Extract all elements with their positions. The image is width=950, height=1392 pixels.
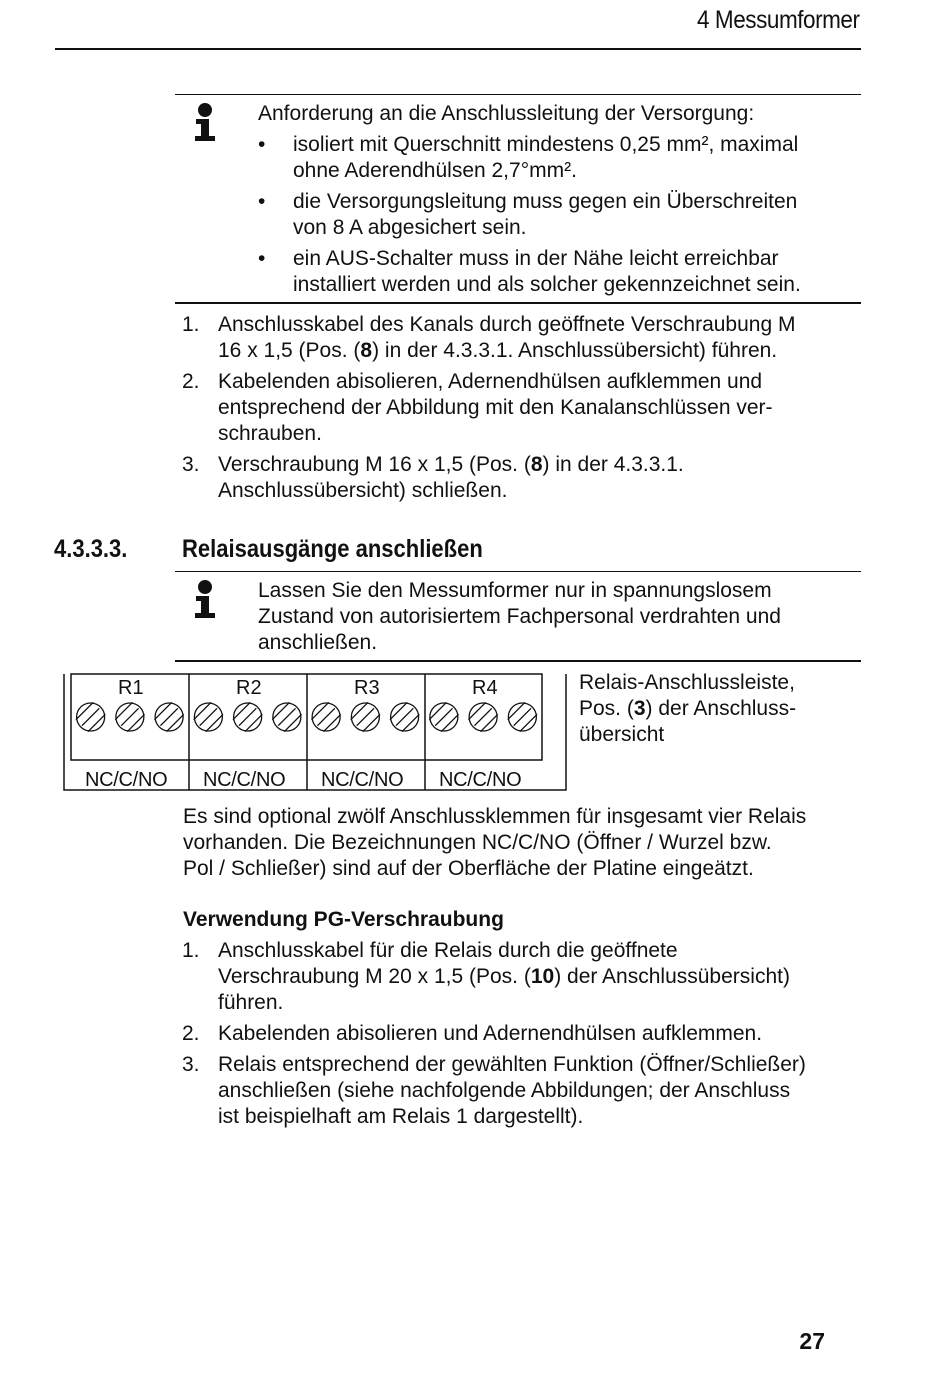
caption-line: übersicht — [579, 723, 665, 746]
bullet-text-line: installiert werden und als solcher gekennzeichnet sein. — [293, 273, 801, 296]
step-text-line — [218, 452, 684, 478]
step-text-line: führen. — [218, 991, 284, 1014]
bold-ref: 10 — [530, 965, 555, 988]
note2-top-rule — [175, 571, 861, 572]
figure-caption — [579, 670, 796, 748]
info-icon — [188, 100, 222, 148]
terminal-screw — [351, 702, 380, 731]
step-text-line: entsprechend der Abbildung mit den Kanalanschlüssen ver- — [218, 396, 773, 419]
page-number: 27 — [799, 1328, 825, 1354]
bullet-text-line: ein AUS-Schalter muss in der Nähe leicht erreichbar — [293, 247, 779, 270]
note1-top-rule — [175, 94, 861, 95]
step-text-line: Kabelenden abisolieren und Adernendhülsen aufklemmen. — [218, 1022, 763, 1045]
relay-label-r2: R2 — [236, 677, 262, 699]
caption-line — [579, 696, 796, 722]
terminal-screw — [154, 702, 183, 731]
note1-bottom-rule — [175, 302, 861, 304]
note2-line: anschließen. — [258, 631, 378, 654]
paragraph-line: Pol / Schließer) sind auf der Oberfläche der Platine eingeätzt. — [183, 857, 754, 880]
step-text-line: Anschlusskabel des Kanals durch geöffnete Verschraubung M — [218, 313, 796, 336]
step-number: 2. — [182, 370, 200, 393]
bullet-text-line: isoliert mit Querschnitt mindestens 0,25 mm², maximal — [293, 133, 799, 156]
bold-ref: 8 — [360, 339, 373, 362]
terminal-screw — [233, 702, 262, 731]
step-text-line: Anschlusskabel für die Relais durch die geöffnete — [218, 939, 678, 962]
step-text-line — [218, 964, 790, 990]
step-number: 2. — [182, 1022, 200, 1045]
text-run: ) in der 4.3.3.1. — [542, 453, 684, 476]
step-text-line: schrauben. — [218, 422, 322, 445]
subheading: Verwendung PG-Verschraubung — [183, 908, 504, 931]
text-run: ) in der 4.3.3.1. Anschlussübersicht) führen. — [372, 339, 778, 362]
text-run: Verschraubung M 20 x 1,5 (Pos. ( — [218, 965, 531, 988]
bold-ref: 3 — [633, 697, 646, 720]
note1-title: Anforderung an die Anschlussleitung der Versorgung: — [258, 102, 755, 125]
terminal-label: NC/C/NO — [321, 769, 404, 791]
paragraph-line: vorhanden. Die Bezeichnungen NC/C/NO (Öffner / Wurzel bzw. — [183, 831, 772, 854]
note2-line: Lassen Sie den Messumformer nur in spannungslosem — [258, 579, 772, 602]
caption-line: Relais-Anschlussleiste, — [579, 671, 795, 694]
header-rule — [55, 48, 861, 50]
text-run: Pos. ( — [579, 697, 634, 720]
step-text-line: Kabelenden abisolieren, Adernendhülsen aufklemmen und — [218, 370, 763, 393]
terminal-screw — [508, 702, 537, 731]
step-text-line: Relais entsprechend der gewählten Funktion (Öffner/Schließer) — [218, 1053, 806, 1076]
relay-label-r1: R1 — [118, 677, 144, 699]
note2-text — [258, 578, 781, 656]
step-number: 3. — [182, 1053, 200, 1076]
note2-bottom-rule — [175, 660, 861, 662]
body-paragraph — [183, 804, 806, 882]
bullet-text-line: von 8 A abgesichert sein. — [293, 216, 527, 239]
step-text-line: ist beispielhaft am Relais 1 dargestellt). — [218, 1105, 584, 1128]
bold-ref: 8 — [530, 453, 543, 476]
step-text-line: Anschlussübersicht) schließen. — [218, 479, 508, 502]
bullet-marker: • — [258, 247, 266, 270]
terminal-label: NC/C/NO — [203, 769, 286, 791]
terminal-screw — [390, 702, 419, 731]
section-title: Relaisausgänge anschließen — [182, 535, 483, 563]
relay-label-r4: R4 — [472, 677, 498, 699]
terminal-screw — [194, 702, 223, 731]
bullet-text-line: ohne Aderendhülsen 2,7°mm². — [293, 159, 577, 182]
bullet-marker: • — [258, 190, 266, 213]
text-run: ) der Anschlussübersicht) — [554, 965, 790, 988]
info-icon — [188, 577, 222, 625]
note2-line: Zustand von autorisiertem Fachpersonal verdrahten und — [258, 605, 781, 628]
paragraph-line: Es sind optional zwölf Anschlussklemmen für insgesamt vier Relais — [183, 805, 807, 828]
terminal-screw — [311, 702, 340, 731]
terminal-screw — [468, 702, 497, 731]
terminal-label: NC/C/NO — [85, 769, 168, 791]
step-text-line — [218, 338, 777, 364]
text-run: 16 x 1,5 (Pos. ( — [218, 339, 361, 362]
text-run: Verschraubung M 16 x 1,5 (Pos. ( — [218, 453, 531, 476]
text-run: ) der Anschluss- — [645, 697, 797, 720]
terminal-screw — [429, 702, 458, 731]
terminal-screw — [115, 702, 144, 731]
step-text-line: anschließen (siehe nachfolgende Abbildungen; der Anschluss — [218, 1079, 791, 1102]
terminal-label: NC/C/NO — [439, 769, 522, 791]
step-number: 1. — [182, 313, 200, 336]
terminal-screw — [272, 702, 301, 731]
chapter-header: 4 Messumformer — [697, 6, 860, 34]
step-number: 1. — [182, 939, 200, 962]
relay-label-r3: R3 — [354, 677, 380, 699]
step-number: 3. — [182, 453, 200, 476]
bullet-text-line: die Versorgungsleitung muss gegen ein Überschreiten — [293, 190, 798, 213]
terminal-screw — [76, 702, 105, 731]
section-number: 4.3.3.3. — [54, 535, 128, 563]
bullet-marker: • — [258, 133, 266, 156]
